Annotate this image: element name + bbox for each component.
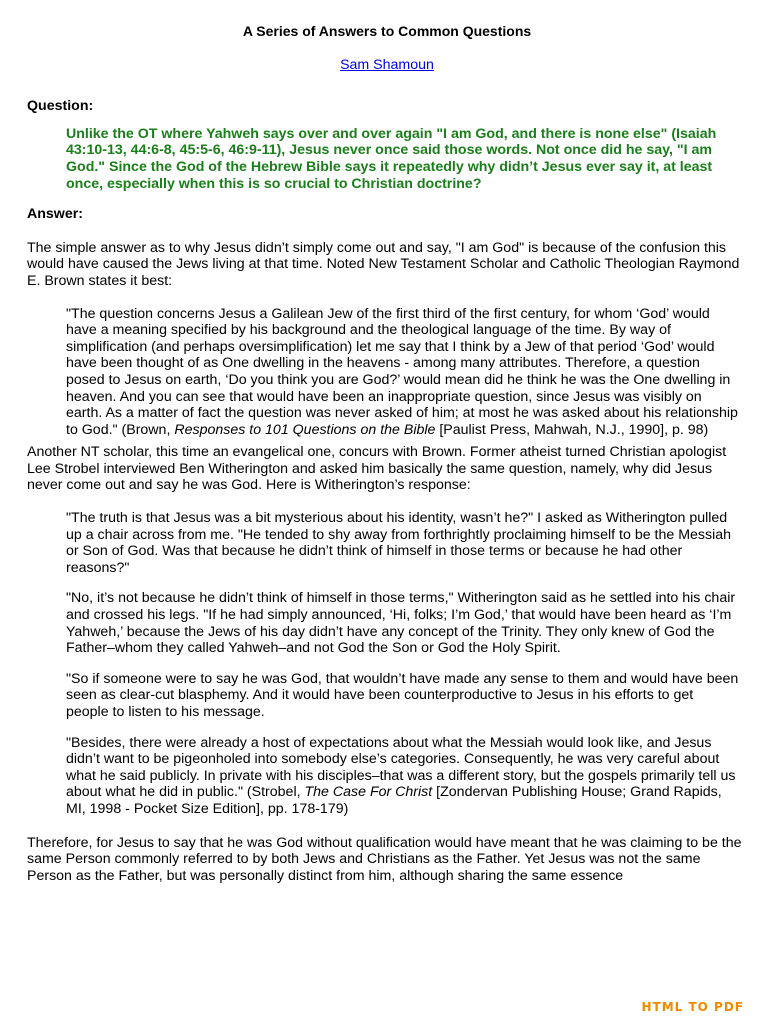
- question-label: Question:: [27, 98, 94, 115]
- author-link[interactable]: Sam Shamoun: [340, 56, 434, 73]
- brown-quote-text: "The question concerns Jesus a Galilean Jew of the first third of the first century, for whom ‘God’ would have a meaning specified by his background and the theological language of the time. By way of simplification (and perhaps oversimplification) let me say that I think by a Jew of that period ‘God’ would have been thought of as One dwelling in the heavens - among many attributes. Therefore, a question posed to Jesus on earth, ‘Do you think you are God?’ would mean did he think he was the One dwelling in heaven. And you can see that would have been an inappropriate question, since Jesus was visibly on earth. As a matter of fact the question was never asked of him; at most he was asked about his relationship to God." (Brown,: [66, 305, 738, 438]
- witherington-quote-4: [66, 735, 739, 818]
- conclusion-paragraph: Therefore, for Jesus to say that he was God without qualification would have meant that he was claiming to be the same Person commonly referred to by both Jews and Christians as the Father. Yet Jesus was not the same Person as the Father, but was personally distinct from him, although sharing the same essence: [27, 834, 742, 884]
- html-to-pdf-watermark: HTML TO PDF: [641, 1000, 744, 1015]
- last-quote-text: "Besides, there were already a host of expectations about what the Messiah would look like, and Jesus didn’t want to be pigeonholed into somebody else’s categories. Consequently, he was very careful about what he said publicly. In private with his disciples–that was a different story, but the gospels primarily tell us about what he did in public." (Strobel,: [66, 734, 736, 801]
- author-byline: [27, 57, 747, 74]
- brown-quote: [66, 306, 739, 439]
- strobel-citation: [Zondervan Publishing House; Grand Rapids, MI, 1998 - Pocket Size Edition], pp. 178-179): [66, 784, 722, 817]
- brown-book-title: Responses to 101 Questions on the Bible: [174, 421, 436, 438]
- answer-label: Answer:: [27, 206, 83, 223]
- witherington-quote-1: "The truth is that Jesus was a bit mysterious about his identity, wasn’t he?" I asked as Witherington pulled up a chair across from me. "He tended to shy away from forthrightly proclaiming himself to be the Messiah or Son of God. Was that because he didn’t think of himself in those terms or because he had other reasons?": [66, 510, 732, 576]
- strobel-book-title: The Case For Christ: [304, 784, 433, 801]
- answer-intro: The simple answer as to why Jesus didn’t simply come out and say, "I am God" is because of the confusion this would have caused the Jews living at that time. Noted New Testament Scholar and Catholic Theologian Raymond E. Brown states it best:: [27, 239, 740, 289]
- witherington-quote-2: "No, it’s not because he didn’t think of himself in those terms," Witherington said as he settled into his chair and crossed his legs. "If he had simply announced, ‘Hi, folks; I’m God,’ that would have been heard as ‘I’m Yahweh,’ because the Jews of his day didn’t have any concept of the Trinity. They only knew of God the Father–whom they called Yahweh–and not God the Son or God the Holy Spirit.: [66, 590, 736, 657]
- witherington-quote-3: "So if someone were to say he was God, that wouldn’t have made any sense to them and would have been seen as clear-cut blasphemy. And it would have been counterproductive to Jesus in his efforts to get people to listen to his message.: [66, 670, 739, 720]
- transition-paragraph: Another NT scholar, this time an evangelical one, concurs with Brown. Former atheist turned Christian apologist Lee Strobel interviewed Ben Witherington and asked him basically the same question, namely, why did Jesus never come out and say he was God. Here is Witherington’s response:: [27, 444, 727, 494]
- brown-citation: [Paulist Press, Mahwah, N.J., 1990], p. 98): [435, 421, 709, 438]
- question-text: Unlike the OT where Yahweh says over and over again "I am God, and there is none else" (Isaiah 43:10-13, 44:6-8, 45:5-6, 46:9-11), Jesus never once said those words. Not once did he say, "I am God." Since the God of the Hebrew Bible says it repeatedly why didn’t Jesus ever say it, at least once, especially when this is so crucial to Christian doctrine?: [66, 125, 717, 192]
- document-page: [27, 23, 747, 884]
- page-title: A Series of Answers to Common Questions: [242, 23, 532, 39]
